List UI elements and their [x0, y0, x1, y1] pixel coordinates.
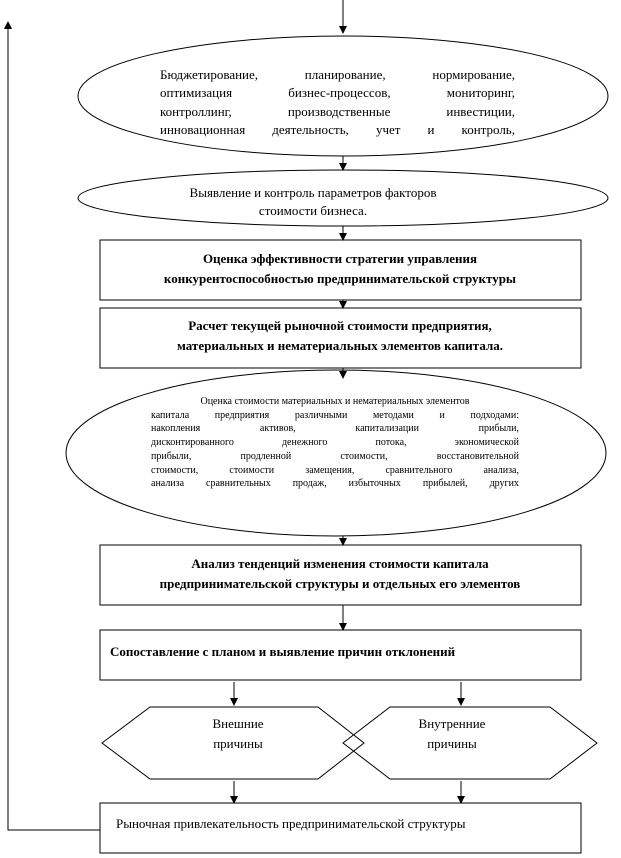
- box-trends-text: [110, 554, 570, 594]
- ellipse-valuation-line: Оценка стоимости материальных и нематериальных элементов: [200, 396, 470, 407]
- ellipse-budget-line: инновационная деятельность, учет и контроль,: [160, 121, 515, 137]
- box-market-value-text: [110, 316, 570, 356]
- ellipse-params-line: Выявление и контроль параметров факторов: [189, 185, 437, 200]
- hex-external-text: [168, 714, 308, 754]
- hex-internal-line: причины: [427, 736, 477, 751]
- hex-internal-line: Внутренние: [418, 716, 486, 731]
- ellipse-valuation-line: анализа сравнительных продаж, избыточных прибылей, других: [151, 478, 519, 490]
- ellipse-valuation-text: [151, 395, 519, 491]
- hex-internal-text: [372, 714, 532, 754]
- ellipse-valuation-line: накопления активов, капитализации прибыли,: [151, 423, 519, 435]
- box-attractiveness-text: Рыночная привлекательность предпринимательской структуры: [116, 816, 466, 831]
- box-strategy-line: конкурентоспособностью предпринимательской структуры: [163, 271, 517, 286]
- box-market-value-line: Расчет текущей рыночной стоимости предприятия,: [188, 318, 492, 333]
- feedback-loop-line: [8, 22, 100, 830]
- ellipse-budget-line: контроллинг, производственные инвестиции,: [160, 103, 515, 119]
- ellipse-budget-text: [160, 66, 515, 139]
- hex-external-line: причины: [213, 736, 263, 751]
- box-market-value-line: материальных и нематериальных элементов капитала.: [177, 338, 503, 353]
- ellipse-valuation-line: стоимости, стоимости замещения, сравнительного анализа,: [151, 464, 519, 476]
- ellipse-valuation-line: капитала предприятия различными методами и подходами:: [151, 409, 519, 421]
- ellipse-params-text: [178, 184, 448, 220]
- box-strategy-text: [110, 249, 570, 289]
- ellipse-valuation-line: прибыли, продленной стоимости, восстановительной: [151, 450, 519, 462]
- box-trends-line: предпринимательской структуры и отдельных его элементов: [159, 576, 521, 591]
- ellipse-valuation-line: дисконтированного денежного потока, экономической: [151, 437, 519, 449]
- ellipse-params-line: стоимости бизнеса.: [258, 203, 368, 218]
- box-compare-text: Сопоставление с планом и выявление причин отклонений: [110, 644, 456, 659]
- box-trends-line: Анализ тенденций изменения стоимости капитала: [191, 556, 489, 571]
- ellipse-budget-line: Бюджетирование, планирование, нормирование,: [160, 67, 515, 82]
- box-strategy-line: Оценка эффективности стратегии управления: [202, 251, 478, 266]
- hex-external-line: Внешние: [212, 716, 264, 731]
- ellipse-budget-line: оптимизация бизнес-процессов, мониторинг,: [160, 85, 515, 101]
